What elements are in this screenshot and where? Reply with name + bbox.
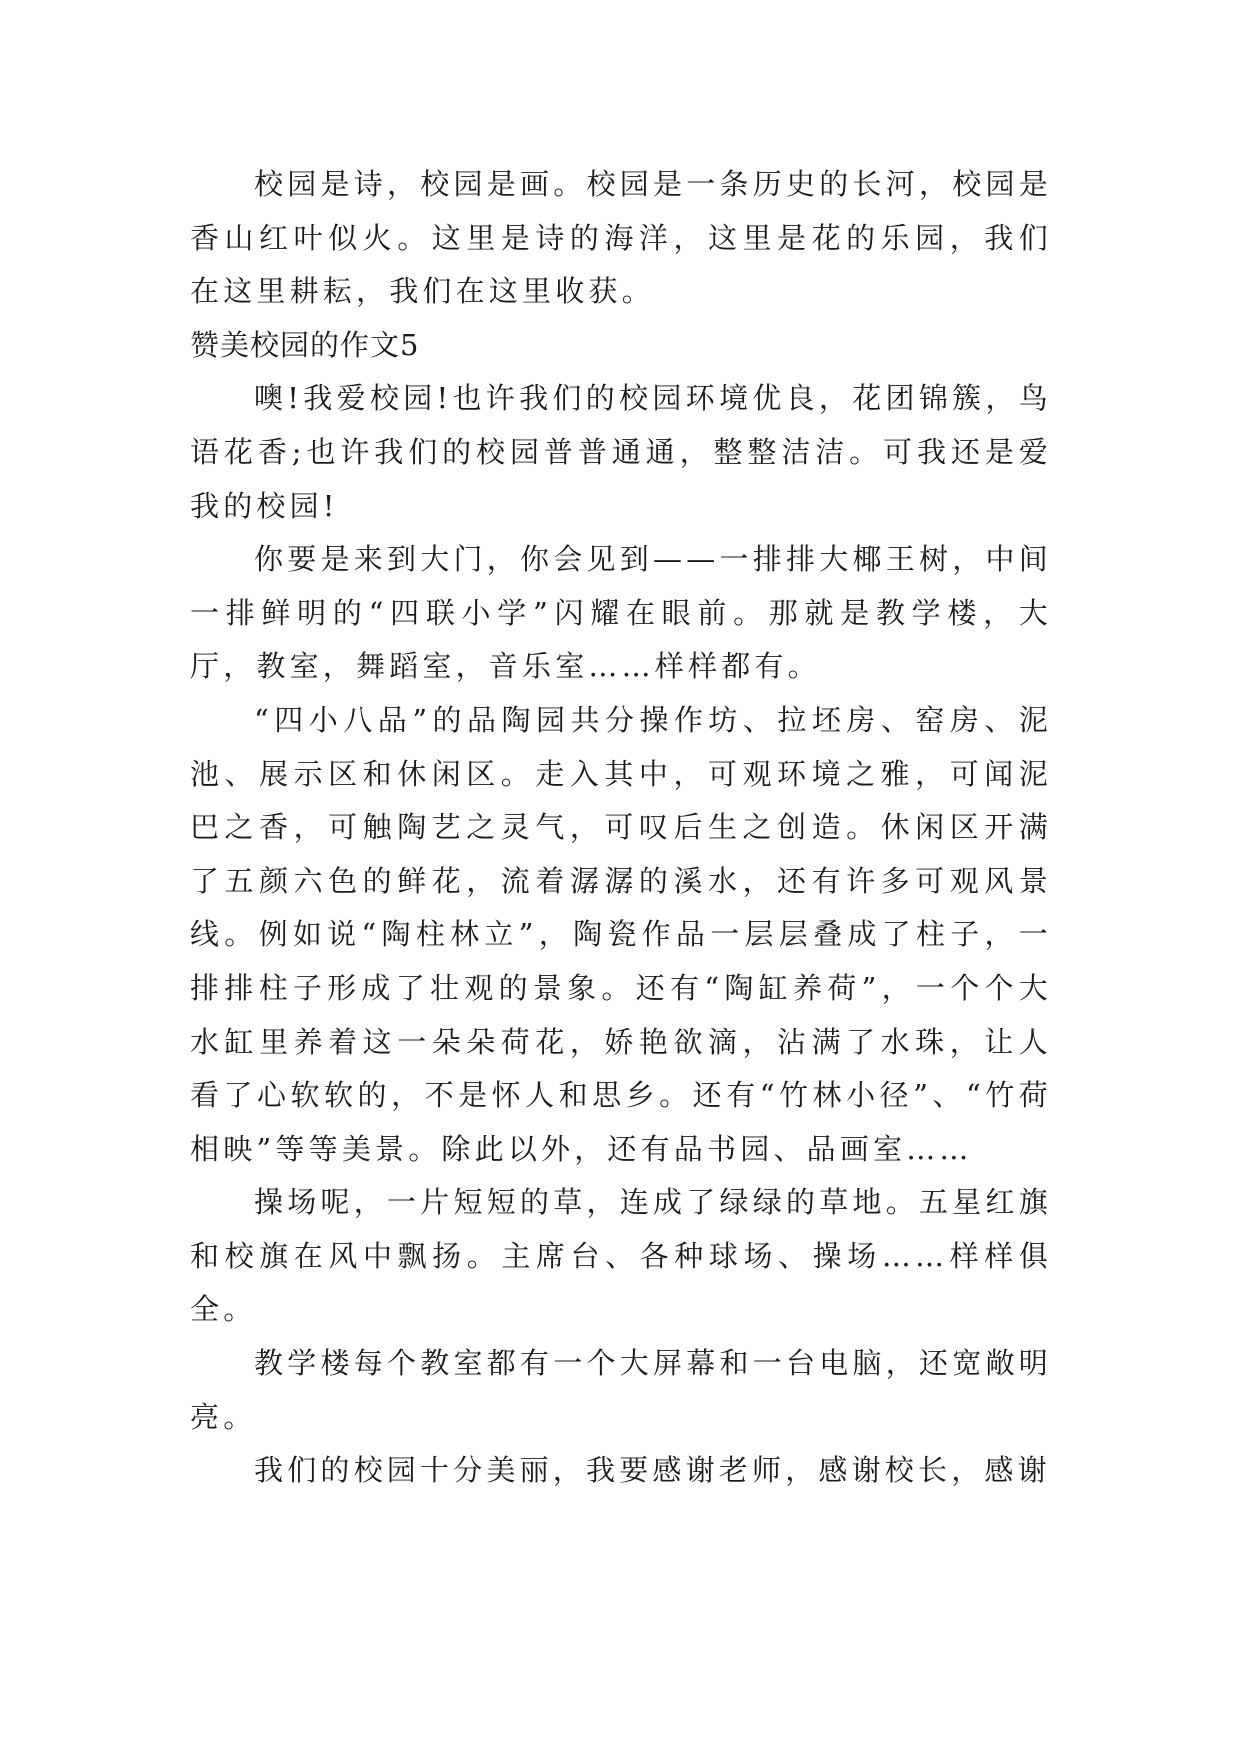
section-heading: 赞美校园的作文5 (190, 327, 420, 362)
paragraph-gate: 你要是来到大门，你会见到——一排排大椰王树，中间一排鲜明的“四联小学”闪耀在眼前。那就是教学楼，大厅，教室，舞蹈室，音乐室……样样都有。 (190, 542, 1052, 684)
paragraph-love-campus: 噢!我爱校园!也许我们的校园环境优良，花团锦簇，鸟语花香;也许我们的校园普普通通，整整洁洁。可我还是爱我的校园! (190, 381, 1052, 523)
paragraph-intro: 校园是诗，校园是画。校园是一条历史的长河，校园是香山红叶似火。这里是诗的海洋，这里是花的乐园，我们在这里耕耘，我们在这里收获。 (190, 167, 1052, 309)
paragraph-playground: 操场呢，一片短短的草，连成了绿绿的草地。五星红旗和校旗在风中飘扬。主席台、各种球场、操场……样样俱全。 (190, 1185, 1052, 1327)
document-body (190, 158, 1052, 1498)
paragraph-thanks: 我们的校园十分美丽，我要感谢老师，感谢校长，感谢 (254, 1453, 1051, 1488)
paragraph-pottery-garden: “四小八品”的品陶园共分操作坊、拉坯房、窑房、泥池、展示区和休闲区。走入其中，可观环境之雅，可闻泥巴之香，可触陶艺之灵气，可叹后生之创造。休闲区开满了五颜六色的鲜花，流着潺潺的溪水，还有许多可观风景线。例如说“陶柱林立”，陶瓷作品一层层叠成了柱子，一排排柱子形成了壮观的景象。还有“陶缸养荷”，一个个大水缸里养着这一朵朵荷花，娇艳欲滴，沾满了水珠，让人看了心软软的，不是怀人和思乡。还有“竹林小径”、“竹荷相映”等等美景。除此以外，还有品书园、品画室…… (190, 702, 1052, 1166)
paragraph-classroom: 教学楼每个教室都有一个大屏幕和一台电脑，还宽敞明亮。 (190, 1346, 1052, 1434)
